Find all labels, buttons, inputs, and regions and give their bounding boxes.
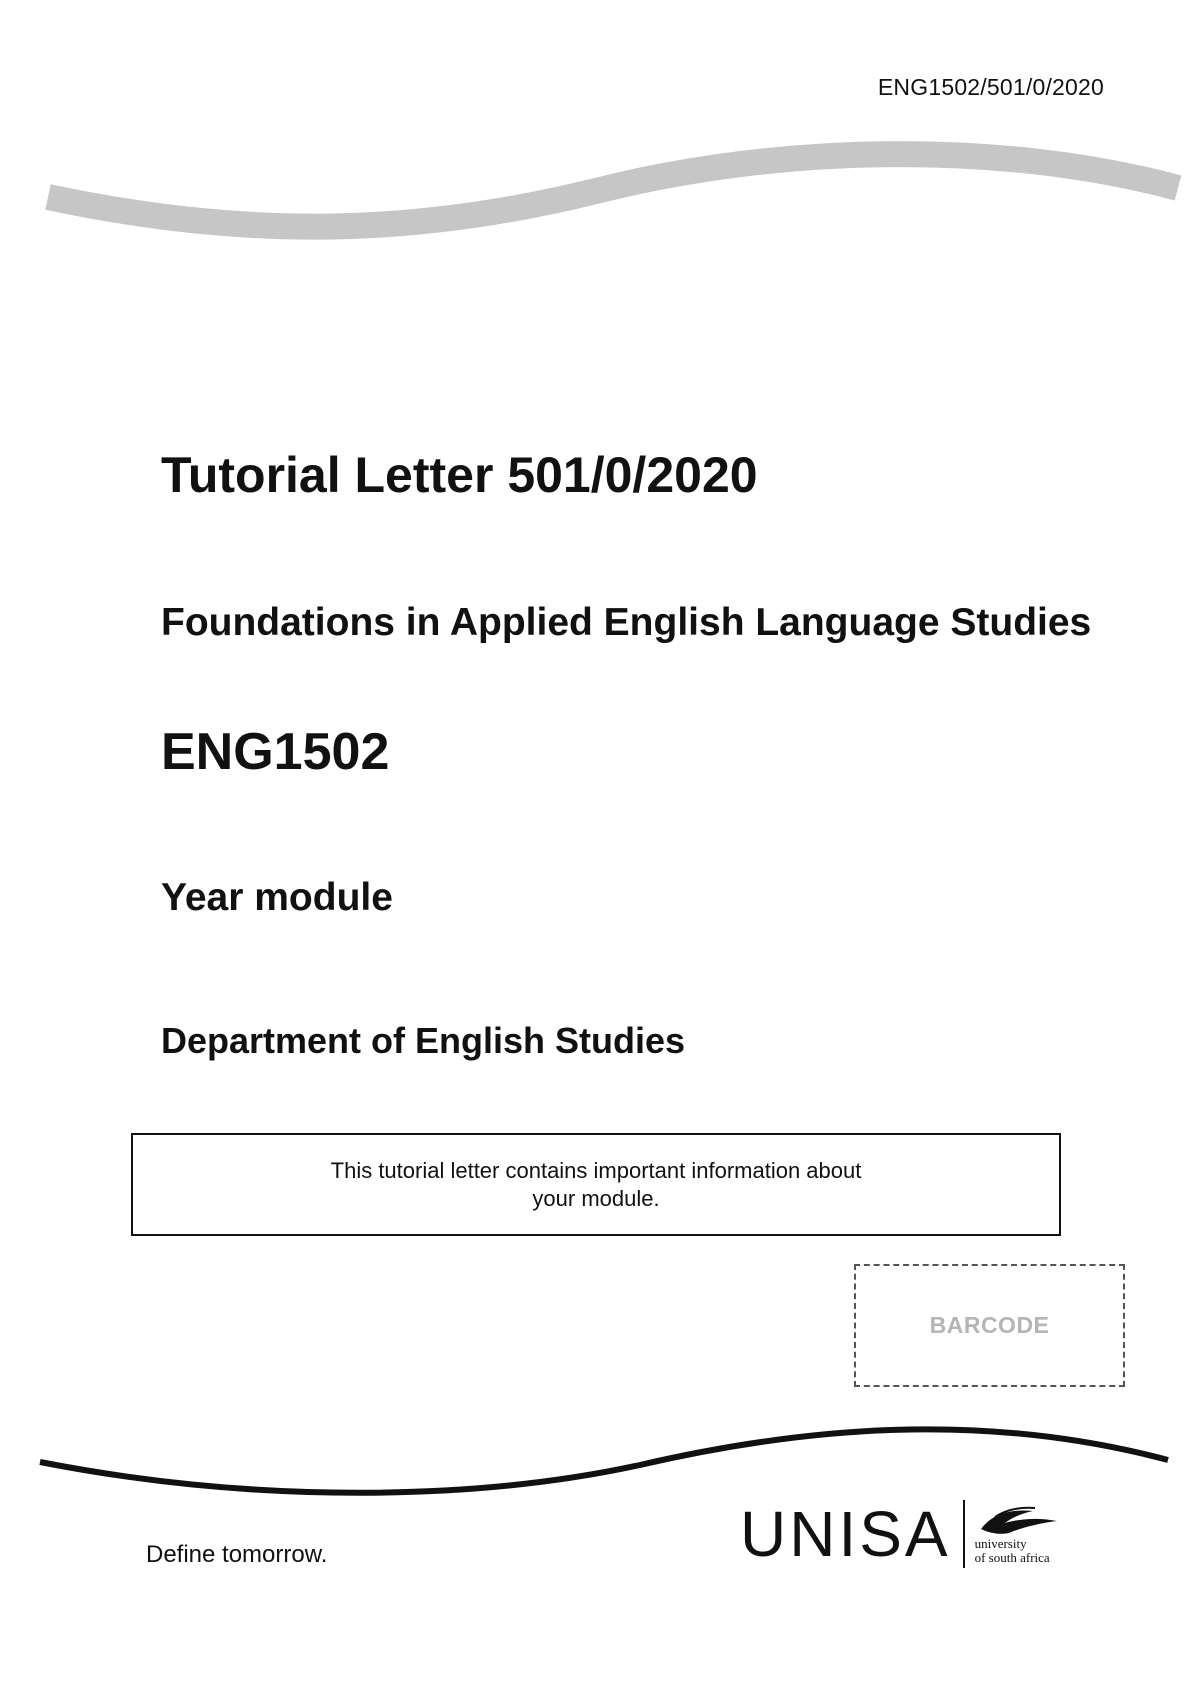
logo-subtext-south-africa: of south africa — [974, 1550, 1050, 1565]
logo-right-block — [975, 1503, 1061, 1565]
tagline: Define tomorrow. — [146, 1541, 328, 1568]
bottom-decorative-wave — [0, 1405, 1200, 1505]
unisa-logo — [740, 1498, 1061, 1570]
logo-subtext-university: university — [974, 1536, 1027, 1551]
document-reference: ENG1502/501/0/2020 — [877, 74, 1104, 100]
logo-divider — [963, 1500, 965, 1568]
letter-title: Tutorial Letter 501/0/2020 — [161, 447, 758, 503]
notice-text: This tutorial letter contains important information about your module. — [330, 1157, 862, 1211]
unisa-emblem-icon — [975, 1503, 1061, 1537]
department-name: Department of English Studies — [161, 1020, 686, 1061]
top-decorative-wave — [0, 130, 1200, 250]
module-code: ENG1502 — [161, 723, 390, 781]
unisa-wordmark: UNISA — [740, 1498, 951, 1570]
barcode-placeholder — [854, 1264, 1125, 1387]
module-name: Foundations in Applied English Language Studies — [161, 601, 1092, 644]
notice-box — [131, 1133, 1061, 1236]
module-type: Year module — [161, 876, 393, 919]
barcode-label: BARCODE — [929, 1312, 1050, 1338]
